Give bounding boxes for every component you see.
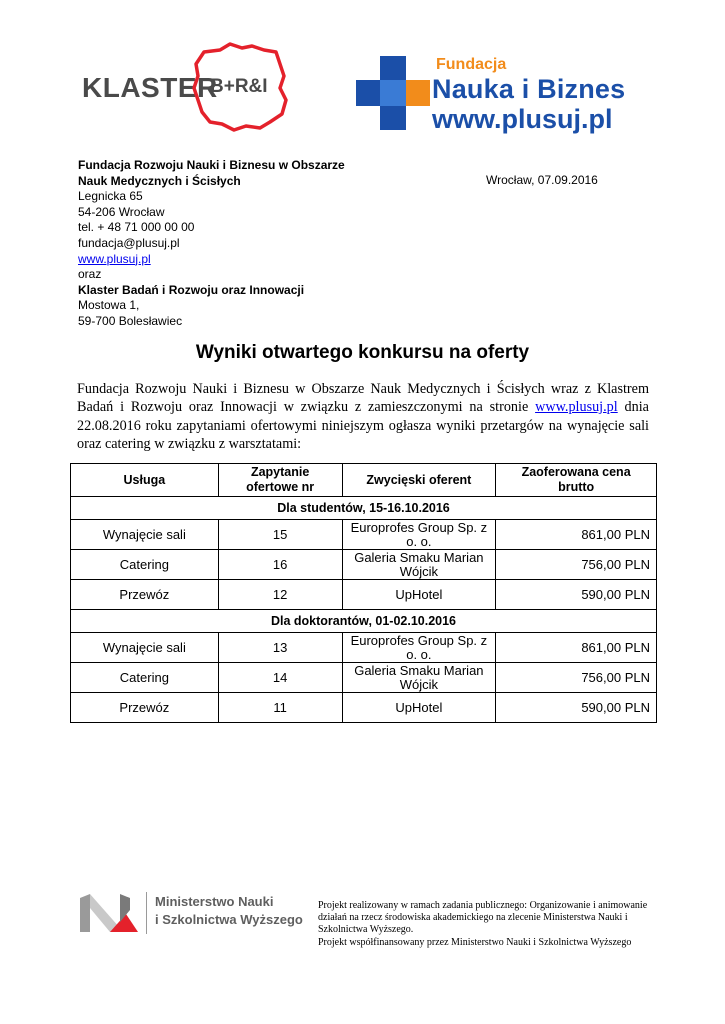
sender-org2: Klaster Badań i Rozwoju oraz Innowacji [78, 282, 305, 297]
section-title: Dla studentów, 15-16.10.2016 [71, 497, 657, 520]
cell-price: 861,00 PLN [496, 633, 657, 663]
cell-service: Przewóz [71, 580, 219, 610]
cell-winner: Galeria Smaku Marian Wójcik [342, 663, 496, 693]
fundacja-label: Fundacja [436, 56, 507, 73]
table-row [71, 580, 657, 610]
sender-org1-line1: Fundacja Rozwoju Nauki i Biznesu w Obszarze [78, 158, 345, 172]
sender-phone: tel. + 48 71 000 00 00 [78, 220, 195, 235]
cell-service: Catering [71, 550, 219, 580]
fundacja-logo [356, 50, 646, 136]
klaster-badge-text: B+R&I [210, 76, 268, 97]
fundacja-url: www.plusuj.pl [432, 104, 613, 134]
section-row [71, 497, 657, 520]
klaster-logo [82, 42, 312, 134]
cell-winner: UpHotel [342, 580, 496, 610]
cell-inquiry: 14 [218, 663, 342, 693]
cell-inquiry: 12 [218, 580, 342, 610]
plus-cross-icon [356, 56, 430, 130]
cell-price: 756,00 PLN [496, 550, 657, 580]
body-text-part2: dnia 22.08.2016 roku zapytaniami ofertowymi niniejszym ogłasza wyniki przetargów na wynajęcie sali oraz catering w związku z warsztatami: [77, 399, 649, 453]
table-row [71, 693, 657, 723]
ministry-name-line1: Ministerstwo Nauki [155, 894, 274, 909]
sender-web-link[interactable]: www.plusuj.pl [78, 251, 151, 266]
sender-email: fundacja@plusuj.pl [78, 235, 180, 250]
body-paragraph [77, 380, 649, 454]
ministry-name-line2: i Szkolnictwa Wyższego [155, 912, 303, 927]
cell-service: Catering [71, 663, 219, 693]
cell-price: 590,00 PLN [496, 693, 657, 723]
results-table [70, 463, 657, 723]
section-row [71, 610, 657, 633]
cell-price: 861,00 PLN [496, 520, 657, 550]
footer-note [318, 900, 648, 949]
cell-winner: Europrofes Group Sp. z o. o. [342, 633, 496, 663]
header-price: Zaoferowana cena brutto [496, 464, 657, 497]
body-link[interactable]: www.plusuj.pl [535, 399, 618, 416]
klaster-logo-word: KLASTER [82, 72, 218, 103]
table-row [71, 663, 657, 693]
sender-address [78, 158, 345, 330]
ministry-separator [146, 892, 147, 934]
sender-city: 54-206 Wrocław [78, 204, 165, 219]
cell-service: Przewóz [71, 693, 219, 723]
table-header-row [71, 464, 657, 497]
header-inquiry: Zapytanie ofertowe nr [218, 464, 342, 497]
cell-service: Wynajęcie sali [71, 520, 219, 550]
cell-service: Wynajęcie sali [71, 633, 219, 663]
fundacja-name: Nauka i Biznes [432, 74, 626, 104]
header-winner: Zwycięski oferent [342, 464, 496, 497]
cell-inquiry: 15 [218, 520, 342, 550]
document-date: Wrocław, 07.09.2016 [486, 173, 598, 187]
document-title: Wyniki otwartego konkursu na oferty [195, 342, 530, 363]
sender-org1-line2: Nauk Medycznych i Ścisłych [78, 173, 241, 188]
cell-inquiry: 16 [218, 550, 342, 580]
table-row [71, 520, 657, 550]
cell-inquiry: 11 [218, 693, 342, 723]
footer-line1: Projekt realizowany w ramach zadania publicznego: Organizowanie i animowanie działań na rzecz środowiska akademickiego na zlecenie Ministerstwa Nauki i Szkolnictwa Wyższego. [318, 900, 648, 936]
cell-winner: Galeria Smaku Marian Wójcik [342, 550, 496, 580]
ministry-emblem-icon [80, 894, 138, 932]
cell-winner: Europrofes Group Sp. z o. o. [342, 520, 496, 550]
sender-and: oraz [78, 267, 102, 282]
cell-inquiry: 13 [218, 633, 342, 663]
body-text-part1: Fundacja Rozwoju Nauki i Biznesu w Obszarze Nauk Medycznych i Ścisłych wraz z Klastrem Badań i Rozwoju oraz Innowacji w związku z zamieszczonymi na stronie [77, 381, 649, 416]
section-title: Dla doktorantów, 01-02.10.2016 [71, 610, 657, 633]
header-service: Usługa [71, 464, 219, 497]
cell-price: 756,00 PLN [496, 663, 657, 693]
cell-winner: UpHotel [342, 693, 496, 723]
table-row [71, 550, 657, 580]
table-row [71, 633, 657, 663]
sender-org2-city: 59-700 Bolesławiec [78, 313, 183, 328]
sender-street: Legnicka 65 [78, 189, 143, 204]
cell-price: 590,00 PLN [496, 580, 657, 610]
ministry-logo [80, 892, 320, 936]
sender-org2-street: Mostowa 1, [78, 298, 140, 313]
footer-line2: Projekt współfinansowany przez Ministerstwo Nauki i Szkolnictwa Wyższego [318, 936, 632, 948]
